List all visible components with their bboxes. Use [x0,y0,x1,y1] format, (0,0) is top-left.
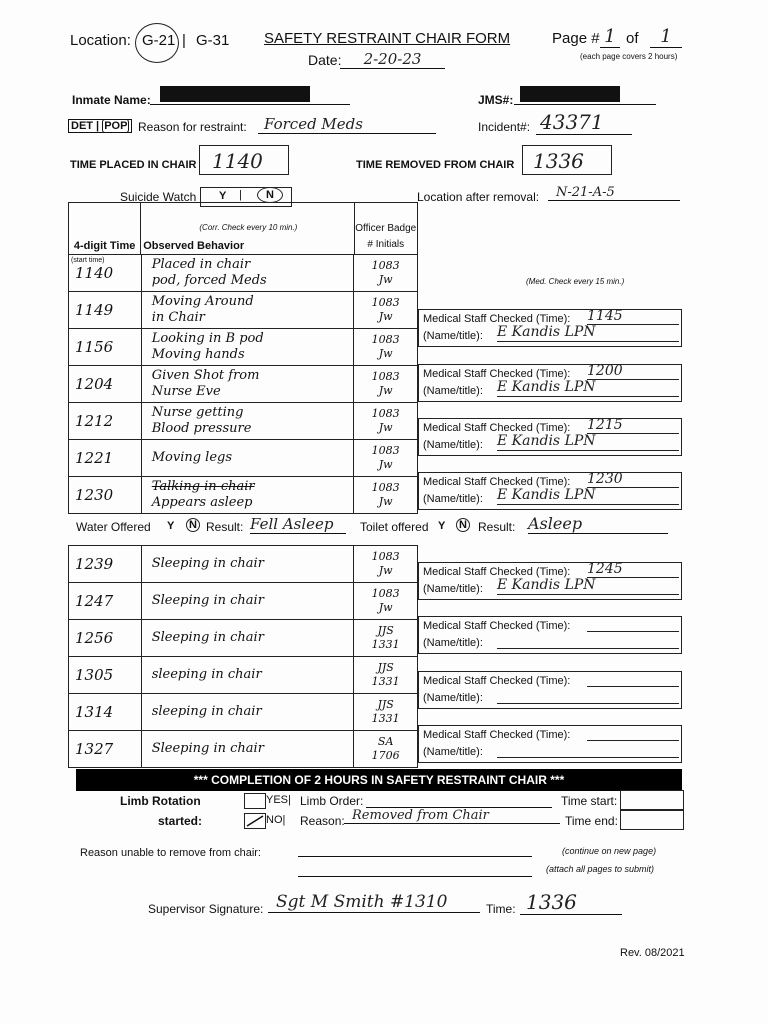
med-time-label: Medical Staff Checked (Time): [423,620,571,632]
row-behavior-line-1: Sleeping in chair [151,593,264,608]
med-name-label: (Name/title): [423,746,483,758]
table-row [69,694,418,731]
row-behavior[interactable] [141,546,354,583]
row-behavior-line-1: Sleeping in chair [151,556,264,571]
inmate-name-label: Inmate Name: [72,93,151,107]
med-name-field[interactable]: E Kandis LPN [497,433,596,449]
medical-check-box [418,418,682,456]
med-time-field[interactable]: 1145 [587,308,623,324]
limb-order-field[interactable] [366,795,552,808]
page-total-field[interactable]: 1 [650,26,682,48]
start-time-note: (start time) [71,257,105,264]
completion-banner: *** COMPLETION OF 2 HOURS IN SAFETY RESTRAINT CHAIR *** [76,769,682,791]
limb-rotation-label: Limb Rotation [120,794,201,808]
row-officer[interactable] [354,403,418,440]
med-time-label: Medical Staff Checked (Time): [423,422,571,434]
table-row [69,477,418,514]
officer-initials: Jw [378,601,393,614]
limb-order-label: Limb Order: [300,794,364,808]
row-behavior-line-1: Given Shot from [151,368,260,383]
row-behavior-line-1: Looking in B pod [151,331,264,346]
officer-initials: Jw [378,273,393,286]
med-time-field[interactable]: 1245 [587,561,623,577]
med-time-field[interactable]: 1200 [587,363,623,379]
med-time-field[interactable]: 1215 [587,417,623,433]
incident-field[interactable]: 43371 [536,110,632,135]
row-officer[interactable] [354,440,418,477]
redaction-bar [520,86,620,102]
med-name-field[interactable]: E Kandis LPN [497,577,596,593]
row-behavior-line-1: Talking in chair [151,479,255,494]
row-officer[interactable] [354,694,418,731]
time-placed-label: TIME PLACED IN CHAIR [70,159,197,171]
row-behavior[interactable] [141,583,354,620]
location-option-g21[interactable]: G-21 [142,32,176,49]
row-behavior[interactable] [141,731,354,768]
col-behavior-title: Observed Behavior [143,240,245,252]
date-field[interactable]: 2-20-23 [340,50,445,69]
suicide-watch-toggle[interactable]: Y | N [200,187,292,207]
table-row [69,255,418,292]
table-row [69,292,418,329]
table-row [69,583,418,620]
med-name-label: (Name/title): [423,493,483,505]
officer-initials: Jw [378,458,393,471]
water-no-option[interactable]: N [186,518,200,532]
row-officer[interactable] [354,620,418,657]
observation-rows-1 [68,254,418,514]
corr-check-note: (Corr. Check every 10 min.) [199,223,298,232]
officer-badge: JJS [377,698,394,711]
toilet-offered-label: Toilet offered [360,520,429,534]
date-label: Date: [308,52,342,68]
col-time-header: 4-digit Time [69,203,141,255]
officer-badge: 1083 [371,481,400,494]
observation-table-1 [68,202,418,255]
row-officer[interactable] [354,255,418,292]
table-row [69,731,418,768]
page-number-field[interactable]: 1 [600,26,620,48]
suicide-no-option[interactable]: N [257,187,283,203]
time-end-label: Time end: [565,814,618,828]
unable-reason-field-2[interactable] [298,862,532,877]
time-removed-field[interactable]: 1336 [522,145,612,175]
row-time[interactable]: 1305 [69,657,142,694]
med-time-label: Medical Staff Checked (Time): [423,476,571,488]
incident-label: Incident#: [478,120,531,134]
row-time[interactable]: 1221 [69,440,142,477]
row-behavior-line-1: sleeping in chair [151,704,262,719]
unable-reason-field-1[interactable] [298,842,532,857]
row-behavior[interactable] [141,694,354,731]
row-officer[interactable] [354,731,418,768]
officer-badge: SA [377,735,394,748]
row-behavior[interactable] [141,292,354,329]
row-behavior-line-1: Nurse getting [151,405,244,420]
page-label: Page # [552,30,600,47]
observation-rows-2 [68,545,418,768]
table-row [69,440,418,477]
officer-badge: JJS [377,624,394,637]
suicide-yes-option[interactable]: Y [219,190,227,202]
row-behavior-line-1: sleeping in chair [151,667,262,682]
row-officer[interactable] [354,329,418,366]
row-behavior[interactable] [141,477,354,514]
table-row [69,620,418,657]
medical-check-box [418,364,682,402]
row-officer[interactable] [354,292,418,329]
medical-check-box [418,616,682,654]
med-time-field[interactable]: 1230 [587,471,623,487]
med-name-label: (Name/title): [423,583,483,595]
check-mark-icon [245,814,265,828]
location-after-field[interactable]: N-21-A-5 [548,185,680,201]
med-name-label: (Name/title): [423,637,483,649]
med-time-label: Medical Staff Checked (Time): [423,368,571,380]
row-time[interactable]: 1256 [69,620,142,657]
med-name-label: (Name/title): [423,692,483,704]
row-behavior-line-2: Appears asleep [151,495,253,510]
jms-label: JMS#: [478,93,514,107]
limb-reason-field[interactable]: Removed from Chair [344,808,560,824]
time-end-field[interactable] [620,810,684,830]
form-title: SAFETY RESTRAINT CHAIR FORM [264,30,511,47]
inmate-name-field[interactable] [150,90,350,105]
officer-badge: 1083 [371,370,400,383]
col-officer-header: Officer Badge # Initials [354,203,417,255]
table-row [69,329,418,366]
det-option[interactable]: DET | POP [68,119,132,133]
row-officer[interactable] [354,366,418,403]
row-time[interactable]: 1149 [69,292,142,329]
jms-field[interactable] [514,90,656,105]
row-time[interactable]: 1204 [69,366,142,403]
row-behavior[interactable] [141,440,354,477]
limb-no-label: NO| [266,814,286,826]
time-removed-label: TIME REMOVED FROM CHAIR [356,159,515,171]
officer-initials: Jw [378,384,393,397]
row-officer[interactable] [354,657,418,694]
toilet-result-label: Result: [478,520,516,534]
row-behavior-line-2: Moving hands [151,347,245,362]
time-start-label: Time start: [561,794,618,808]
med-name-label: (Name/title): [423,439,483,451]
revision-label: Rev. 08/2021 [620,947,685,959]
row-time[interactable]: 1156 [69,329,142,366]
supervisor-time-field[interactable]: 1336 [520,890,622,915]
officer-initials: 1331 [371,675,400,688]
of-label: of [626,30,639,47]
row-behavior[interactable] [141,620,354,657]
row-officer[interactable] [354,546,418,583]
pop-label: POP [104,120,128,132]
officer-badge: 1083 [371,407,400,420]
med-time-label: Medical Staff Checked (Time): [423,566,571,578]
officer-initials: Jw [378,347,393,360]
toilet-result-field[interactable]: Asleep [528,514,668,534]
supervisor-signature-label: Supervisor Signature: [148,902,264,916]
row-officer[interactable] [354,583,418,620]
row-time[interactable]: 1247 [69,583,142,620]
row-behavior-line-2: Blood pressure [151,421,252,436]
redaction-bar [160,86,310,102]
med-name-label: (Name/title): [423,385,483,397]
med-time-label: Medical Staff Checked (Time): [423,729,571,741]
row-behavior[interactable] [141,403,354,440]
medical-check-box [418,309,682,347]
row-behavior-line-1: Moving legs [151,450,233,465]
row-behavior[interactable] [141,657,354,694]
table-row [69,403,418,440]
row-behavior-line-1: Moving Around [151,294,254,309]
location-separator: | [182,32,186,49]
water-result-label: Result: [206,520,244,534]
row-behavior[interactable] [141,255,354,292]
officer-initials: 1331 [371,712,400,725]
row-behavior-line-2: in Chair [151,310,205,325]
medical-check-box [418,671,682,709]
row-behavior-line-1: Sleeping in chair [151,630,264,645]
med-name-field[interactable]: E Kandis LPN [497,379,596,395]
officer-initials: Jw [378,310,393,323]
col-behavior-header [141,203,354,255]
officer-badge: 1083 [371,550,400,563]
row-officer[interactable] [354,477,418,514]
water-result-field[interactable]: Fell Asleep [250,515,346,534]
location-label: Location: [70,32,131,49]
row-behavior-line-1: Placed in chair [151,257,251,272]
time-start-field[interactable] [620,790,684,810]
toilet-no-option[interactable]: N [456,518,470,532]
officer-badge: 1083 [371,259,400,272]
limb-yes-checkbox[interactable] [244,793,266,809]
row-behavior[interactable] [141,366,354,403]
officer-badge: 1083 [371,444,400,457]
row-time[interactable]: 1314 [69,694,142,731]
row-behavior-line-1: Sleeping in chair [151,741,264,756]
officer-initials: 1331 [371,638,400,651]
row-time[interactable]: 1212 [69,403,142,440]
officer-badge: JJS [377,661,394,674]
medical-check-box [418,472,682,510]
medical-check-box [418,725,682,763]
med-name-field[interactable]: E Kandis LPN [497,487,596,503]
suicide-watch-label: Suicide Watch [120,190,197,204]
limb-yes-label: YES| [266,794,291,806]
table-row [69,366,418,403]
officer-badge: 1083 [371,333,400,346]
reason-field[interactable]: Forced Meds [258,115,436,134]
med-time-label: Medical Staff Checked (Time): [423,313,571,325]
officer-initials: Jw [378,564,393,577]
location-after-label: Location after removal: [417,190,540,204]
med-name-field[interactable]: E Kandis LPN [497,324,596,340]
attach-note: (attach all pages to submit) [546,864,655,874]
officer-badge: 1083 [371,587,400,600]
row-time[interactable]: 1230 [69,477,142,514]
row-behavior[interactable] [141,329,354,366]
supervisor-signature-field[interactable]: Sgt M Smith #1310 [268,892,480,913]
location-option-g31[interactable]: G-31 [196,32,230,49]
table-row [69,657,418,694]
med-name-label: (Name/title): [423,330,483,342]
med-check-note: (Med. Check every 15 min.) [526,277,625,286]
row-time[interactable]: 1239 [69,546,142,583]
limb-no-checkbox[interactable] [244,813,266,829]
page-note: (each page covers 2 hours) [580,52,678,61]
table-row [69,546,418,583]
officer-initials: Jw [378,421,393,434]
officer-initials: 1706 [371,749,400,762]
row-behavior-line-2: pod, forced Meds [151,273,267,288]
officer-badge: 1083 [371,296,400,309]
det-label: DET [71,120,93,132]
row-time[interactable]: 1140 [69,255,142,292]
continue-note: (continue on new page) [562,846,657,856]
toilet-yes-option[interactable]: Y [438,520,446,532]
reason-label: Reason for restraint: [138,120,247,134]
limb-reason-label: Reason: [300,814,345,828]
officer-initials: Jw [378,495,393,508]
water-yes-option[interactable]: Y [167,520,175,532]
medical-check-box [418,562,682,600]
row-time[interactable]: 1327 [69,731,142,768]
unable-reason-label: Reason unable to remove from chair: [80,847,261,859]
supervisor-time-label: Time: [486,902,516,916]
water-offered-label: Water Offered [76,520,151,534]
row-behavior-line-2: Nurse Eve [151,384,221,399]
med-time-label: Medical Staff Checked (Time): [423,675,571,687]
limb-started-label: started: [158,814,203,828]
time-placed-field[interactable]: 1140 [199,145,289,175]
